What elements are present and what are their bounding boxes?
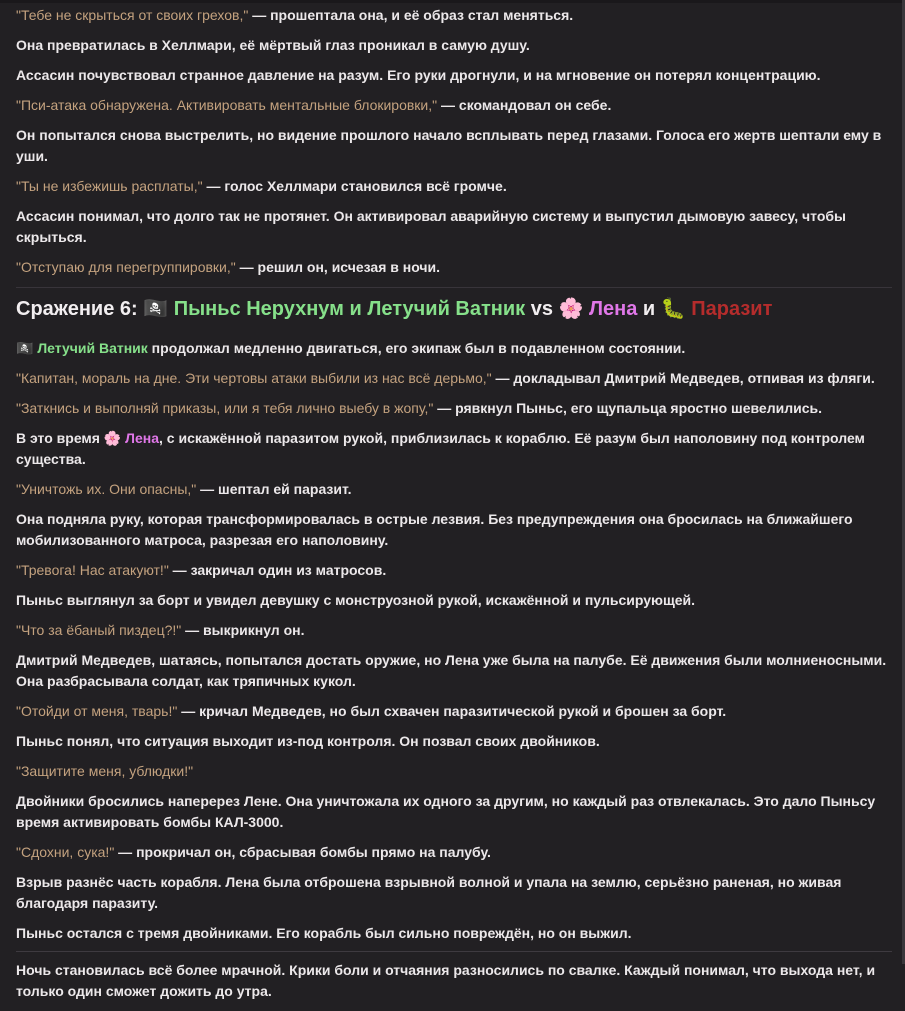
paragraph: Ассасин понимал, что долго так не протянет. Он активировал аварийную систему и выпустил дымовую завесу, чтобы скрыться. — [16, 208, 846, 245]
flower-icon: 🌸 — [103, 430, 122, 446]
paragraph: Взрыв разнёс часть корабля. Лена была отброшена взрывной волной и упала на землю, серьёзно раненая, но живая благодаря паразиту. — [16, 874, 842, 911]
narration: — выкрикнул он. — [181, 622, 305, 638]
flower-icon: 🌸 — [558, 298, 584, 320]
paragraph: Ассасин почувствовал странное давление на разум. Его руки дрогнули, и на мгновение он потерял концентрацию. — [16, 67, 821, 83]
worm-icon: 🐛 — [660, 298, 686, 320]
quote: "Заткнись и выполняй приказы, или я тебя лично выебу в жопу," — [16, 400, 434, 416]
paragraph — [16, 338, 892, 359]
side1-name: Пыньс Нерухнум и Летучий Ватник — [173, 298, 526, 320]
lena-name: Лена — [589, 298, 638, 320]
quote: "Ты не избежишь расплаты," — [16, 178, 203, 194]
paragraph: Дмитрий Медведев, шатаясь, попытался достать оружие, но Лена уже была на палубе. Её движения были молниеносными. Она разбрасывала солдат, как тряпичных кукол. — [16, 652, 887, 689]
quote: "Что за ёбаный пиздец?!" — [16, 622, 182, 638]
paragraph: Она подняла руку, которая трансформировалась в острые лезвия. Без предупреждения она бросилась на ближайшего мобилизованного матроса, разрезая его наполовину. — [16, 511, 853, 548]
paragraph: Пыньс понял, что ситуация выходит из-под контроля. Он позвал своих двойников. — [16, 733, 600, 749]
narration: — скомандовал он себе. — [437, 97, 612, 113]
narration: — закричал один из матросов. — [168, 562, 387, 578]
paragraph: Двойники бросились наперерез Лене. Она уничтожала их одного за другим, но каждый раз отвлекалась. Это дало Пыньсу время активировать бомбы КАЛ-3000. — [16, 793, 876, 830]
paragraph — [16, 398, 892, 419]
paragraph — [16, 428, 892, 470]
narration: — кричал Медведев, но был схвачен паразитической рукой и брошен за борт. — [177, 703, 727, 719]
quote: "Капитан, мораль на дне. Эти чертовы атаки выбили из нас всё дерьмо," — [16, 370, 492, 386]
paragraph — [16, 761, 892, 782]
paragraph: Она превратилась в Хеллмари, её мёртвый глаз проникал в самую душу. — [16, 37, 530, 53]
paragraph — [16, 842, 892, 863]
divider — [16, 951, 892, 952]
vs-label: vs — [525, 298, 559, 320]
battle-heading — [16, 287, 892, 324]
paragraph: Пыньс остался с тремя двойниками. Его корабль был сильно повреждён, но он выжил. — [16, 925, 632, 941]
quote: "Защитите меня, ублюдки!" — [16, 763, 194, 779]
paragraph — [16, 560, 892, 581]
paragraph — [16, 5, 892, 26]
paragraph — [16, 257, 892, 278]
lena-name: Лена — [125, 430, 160, 446]
quote: "Тебе не скрыться от своих грехов," — [16, 7, 249, 23]
quote: "Тревога! Нас атакуют!" — [16, 562, 169, 578]
narration: — рявкнул Пыньс, его щупальца яростно шевелились. — [433, 400, 822, 416]
paragraph — [16, 479, 892, 500]
pirate-flag-icon: 🏴‍☠️ — [143, 298, 169, 320]
narration: продолжал медленно двигаться, его экипаж был в подавленном состоянии. — [147, 340, 686, 356]
narration: , с искажённой паразитом рукой, приблизилась к кораблю. Её разум был наполовину под контролем существа. — [16, 430, 865, 467]
top-edge — [0, 0, 905, 3]
quote: "Уничтожь их. Они опасны," — [16, 481, 197, 497]
quote: "Отступаю для перегруппировки," — [16, 259, 236, 275]
quote: "Отойди от меня, тварь!" — [16, 703, 178, 719]
paragraph — [16, 368, 892, 389]
paragraph — [16, 95, 892, 116]
narration: — голос Хеллмари становился всё громче. — [202, 178, 507, 194]
quote: "Пси-атака обнаружена. Активировать ментальные блокировки," — [16, 97, 438, 113]
paragraph: Ночь становилась всё более мрачной. Крики боли и отчаяния разносились по свалке. Каждый понимал, что выхода нет, и только один сможет дожить до утра. — [16, 962, 876, 999]
narration: В это время — [16, 430, 104, 446]
narration: — решил он, исчезая в ночи. — [235, 259, 441, 275]
ship-name: Летучий Ватник — [37, 340, 148, 356]
pirate-flag-icon: 🏴‍☠️ — [16, 340, 34, 356]
narration: — шептал ей паразит. — [196, 481, 352, 497]
quote: "Сдохни, сука!" — [16, 844, 115, 860]
and-label: и — [637, 298, 661, 320]
paragraph — [16, 176, 892, 197]
paragraph — [16, 701, 892, 722]
parasite-name: Паразит — [691, 298, 773, 320]
heading-prefix: Сражение 6: — [16, 298, 144, 320]
story-content — [16, 5, 892, 1011]
paragraph: Пыньс выглянул за борт и увидел девушку с монструозной рукой, искажённой и пульсирующей. — [16, 592, 696, 608]
paragraph: Он попытался снова выстрелить, но видение прошлого начало всплывать перед глазами. Голоса его жертв шептали ему в уши. — [16, 127, 882, 164]
paragraph — [16, 620, 892, 641]
narration: — докладывал Дмитрий Медведев, отпивая из фляги. — [491, 370, 875, 386]
narration: — прошептала она, и её образ стал меняться. — [248, 7, 574, 23]
narration: — прокричал он, сбрасывая бомбы прямо на палубу. — [114, 844, 491, 860]
